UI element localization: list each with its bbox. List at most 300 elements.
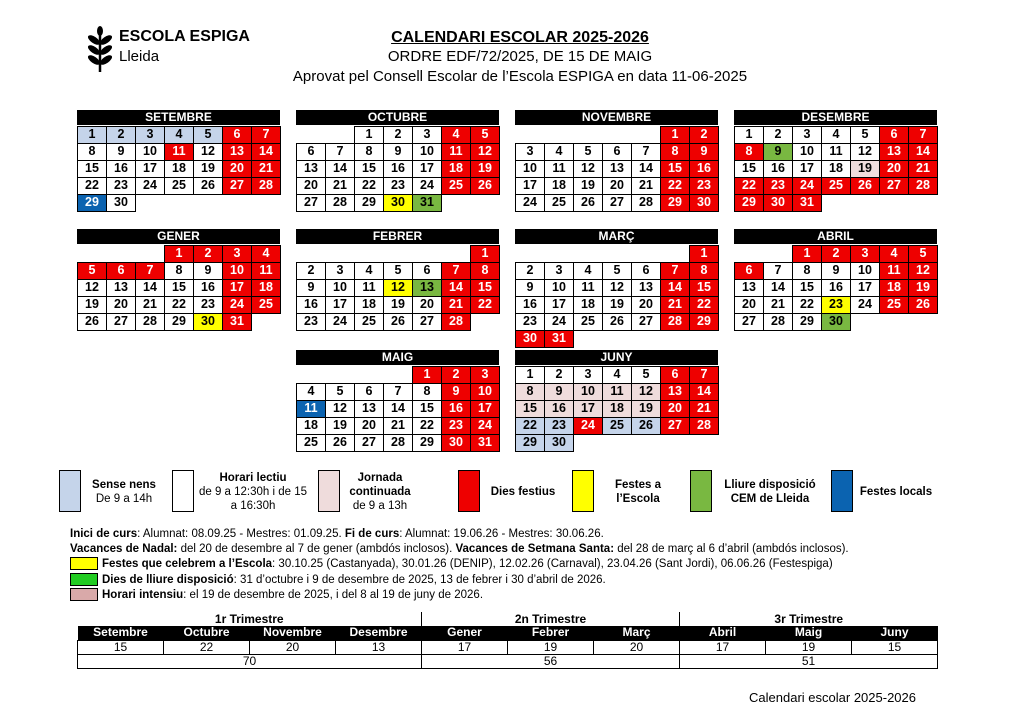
legend-item-dies-festius — [484, 485, 562, 499]
day-cell: 21 — [689, 400, 719, 418]
day-cell: 11 — [441, 143, 471, 161]
day-cell: 2 — [193, 245, 223, 263]
empty-day-cell — [325, 366, 355, 384]
empty-day-cell — [631, 126, 661, 144]
empty-day-cell — [631, 434, 661, 452]
day-cell: 15 — [660, 160, 690, 178]
day-cell: 22 — [164, 296, 194, 314]
day-cell: 14 — [763, 279, 793, 297]
day-cell: 9 — [193, 262, 223, 280]
day-cell: 2 — [441, 366, 471, 384]
day-cell: 3 — [850, 245, 880, 263]
day-cell: 12 — [573, 160, 603, 178]
legend-label: Jornada continuada — [349, 472, 411, 498]
day-cell: 15 — [77, 160, 107, 178]
day-cell: 25 — [441, 177, 471, 195]
day-cell: 11 — [251, 262, 281, 280]
day-cell: 10 — [573, 383, 603, 401]
day-cell: 16 — [383, 160, 413, 178]
month-col: Juny — [852, 626, 938, 640]
legend-sublabel: De 9 a 14h — [95, 493, 153, 505]
day-cell: 29 — [354, 194, 384, 212]
empty-day-cell — [602, 126, 632, 144]
trimester-title: 3r Trimestre — [774, 611, 844, 626]
month-title: FEBRER — [296, 229, 499, 244]
day-cell: 26 — [631, 417, 661, 435]
day-cell: 26 — [77, 313, 107, 331]
day-cell: 21 — [660, 296, 690, 314]
day-cell: 28 — [251, 177, 281, 195]
month-days-grid — [77, 245, 280, 330]
days-value: 22 — [164, 640, 250, 654]
empty-day-cell — [106, 245, 136, 263]
day-cell: 28 — [908, 177, 938, 195]
empty-day-cell — [251, 194, 281, 212]
day-cell: 25 — [164, 177, 194, 195]
day-cell: 6 — [354, 383, 384, 401]
day-cell: 27 — [412, 313, 442, 331]
day-cell: 31 — [222, 313, 252, 331]
day-cell: 23 — [689, 177, 719, 195]
day-cell: 5 — [325, 383, 355, 401]
day-cell: 21 — [763, 296, 793, 314]
day-cell: 4 — [602, 366, 632, 384]
day-cell: 31 — [412, 194, 442, 212]
day-cell: 1 — [412, 366, 442, 384]
day-cell: 17 — [544, 296, 574, 314]
day-cell: 17 — [573, 400, 603, 418]
empty-day-cell — [470, 313, 500, 331]
note-text: : Alumnat: 19.06.26 - Mestres: 30.06.26. — [399, 528, 604, 540]
day-cell: 24 — [325, 313, 355, 331]
month-days-grid — [296, 366, 499, 451]
day-cell: 20 — [602, 177, 632, 195]
empty-day-cell — [631, 245, 661, 263]
days-value: 20 — [594, 640, 680, 654]
day-cell: 31 — [544, 330, 574, 348]
day-cell: 21 — [251, 160, 281, 178]
footer-label: Calendari escolar 2025-2026 — [749, 690, 916, 705]
day-cell: 22 — [412, 417, 442, 435]
day-cell: 28 — [383, 434, 413, 452]
empty-day-cell — [689, 434, 719, 452]
day-cell: 20 — [222, 160, 252, 178]
days-value: 19 — [508, 640, 594, 654]
day-cell: 19 — [470, 160, 500, 178]
month-novembre — [515, 110, 718, 211]
day-cell: 12 — [77, 279, 107, 297]
days-value: 19 — [766, 640, 852, 654]
legend-swatch-sense-nens — [59, 470, 81, 512]
day-cell: 20 — [879, 160, 909, 178]
day-cell: 18 — [296, 417, 326, 435]
legend-swatch-festes-locals — [831, 470, 853, 512]
day-cell: 2 — [763, 126, 793, 144]
day-cell: 28 — [441, 313, 471, 331]
empty-day-cell — [441, 245, 471, 263]
day-cell: 13 — [660, 383, 690, 401]
days-value: 17 — [422, 640, 508, 654]
empty-day-cell — [441, 194, 471, 212]
day-cell: 20 — [412, 296, 442, 314]
month-names-row — [78, 626, 938, 640]
legend-label: Lliure disposició CEM de Lleida — [724, 479, 816, 505]
month-title: GENER — [77, 229, 280, 244]
day-cell: 18 — [821, 160, 851, 178]
day-cell: 23 — [515, 313, 545, 331]
month-days-grid — [734, 126, 937, 211]
note-text: del 28 de març al 6 d’abril (ambdós inclosos). — [614, 542, 849, 555]
note-label: Vacances de Nadal: — [70, 542, 178, 555]
day-cell: 18 — [602, 400, 632, 418]
day-cell: 13 — [296, 160, 326, 178]
month-days-grid — [296, 245, 499, 330]
empty-day-cell — [908, 194, 938, 212]
day-cell: 6 — [602, 143, 632, 161]
month-juny — [515, 350, 718, 451]
note-free-days — [70, 573, 849, 588]
day-cell: 23 — [106, 177, 136, 195]
day-cell: 25 — [821, 177, 851, 195]
day-cell: 15 — [354, 160, 384, 178]
day-cell: 13 — [602, 160, 632, 178]
trimester-total: 51 — [680, 654, 938, 668]
day-cell: 11 — [296, 400, 326, 418]
empty-day-cell — [763, 245, 793, 263]
day-cell: 16 — [689, 160, 719, 178]
day-cell: 29 — [77, 194, 107, 212]
day-cell: 2 — [544, 366, 574, 384]
day-cell: 25 — [354, 313, 384, 331]
day-cell: 9 — [441, 383, 471, 401]
day-cell: 4 — [354, 262, 384, 280]
month-title: MAIG — [296, 350, 499, 365]
day-cell: 16 — [515, 296, 545, 314]
day-cell: 17 — [515, 177, 545, 195]
day-cell: 7 — [251, 126, 281, 144]
trimester-total: 56 — [422, 654, 680, 668]
days-value: 17 — [680, 640, 766, 654]
trimester-header-row — [78, 612, 938, 626]
day-cell: 30 — [763, 194, 793, 212]
day-cell: 18 — [441, 160, 471, 178]
days-value: 20 — [250, 640, 336, 654]
legend-swatch-festes-escola — [572, 470, 594, 512]
day-cell: 19 — [908, 279, 938, 297]
month-days-grid — [515, 126, 718, 211]
day-cell: 17 — [325, 296, 355, 314]
month-title: OCTUBRE — [296, 110, 499, 125]
day-cell: 6 — [660, 366, 690, 384]
day-cell: 22 — [77, 177, 107, 195]
day-cell: 26 — [383, 313, 413, 331]
day-cell: 16 — [296, 296, 326, 314]
note-text: : Alumnat: 08.09.25 - Mestres: 01.09.25. — [137, 528, 342, 540]
day-cell: 27 — [660, 417, 690, 435]
trimester-total: 70 — [78, 654, 422, 668]
day-cell: 15 — [792, 279, 822, 297]
day-cell: 3 — [515, 143, 545, 161]
day-cell: 5 — [850, 126, 880, 144]
day-cell: 7 — [689, 366, 719, 384]
day-cell: 14 — [631, 160, 661, 178]
legend-swatch-dies-festius — [458, 470, 480, 512]
trimester-title: 1r Trimestre — [78, 612, 422, 626]
day-cell: 5 — [193, 126, 223, 144]
month-col: Desembre — [336, 626, 422, 640]
day-cell: 24 — [792, 177, 822, 195]
day-cell: 25 — [602, 417, 632, 435]
day-cell: 29 — [412, 434, 442, 452]
day-cell: 17 — [470, 400, 500, 418]
empty-day-cell — [602, 245, 632, 263]
day-cell: 23 — [763, 177, 793, 195]
day-cell: 1 — [515, 366, 545, 384]
day-cell: 7 — [631, 143, 661, 161]
day-cell: 3 — [325, 262, 355, 280]
day-cell: 10 — [515, 160, 545, 178]
day-cell: 8 — [164, 262, 194, 280]
month-marc — [515, 229, 718, 347]
day-cell: 5 — [573, 143, 603, 161]
legend-label: Sense nens — [92, 479, 156, 491]
days-value: 15 — [852, 640, 938, 654]
day-cell: 2 — [296, 262, 326, 280]
day-cell: 7 — [660, 262, 690, 280]
day-cell: 21 — [383, 417, 413, 435]
school-name: ESCOLA ESPIGA — [119, 28, 250, 45]
page-title: CALENDARI ESCOLAR 2025-2026 — [391, 29, 649, 46]
empty-day-cell — [325, 126, 355, 144]
note-label: Horari intensiu — [102, 589, 184, 601]
day-cell: 20 — [631, 296, 661, 314]
note-text: del 20 de desembre al 7 de gener (ambdós inclosos). — [177, 542, 453, 555]
note-course-dates — [70, 527, 849, 542]
day-cell: 1 — [470, 245, 500, 263]
note-swatch-yellow — [70, 557, 98, 570]
day-cell: 7 — [441, 262, 471, 280]
day-cell: 14 — [660, 279, 690, 297]
day-cell: 11 — [354, 279, 384, 297]
empty-day-cell — [296, 245, 326, 263]
day-cell: 6 — [296, 143, 326, 161]
day-cell: 10 — [544, 279, 574, 297]
day-cell: 17 — [135, 160, 165, 178]
trimester-title: 2n Trimestre — [422, 612, 680, 626]
day-cell: 30 — [689, 194, 719, 212]
day-cell: 13 — [354, 400, 384, 418]
day-cell: 17 — [792, 160, 822, 178]
day-cell: 16 — [763, 160, 793, 178]
month-days-row — [78, 640, 938, 654]
day-cell: 4 — [879, 245, 909, 263]
day-cell: 29 — [734, 194, 764, 212]
legend-item-lliure-disposicio — [716, 478, 824, 506]
day-cell: 7 — [763, 262, 793, 280]
day-cell: 12 — [850, 143, 880, 161]
month-col: Maig — [766, 626, 852, 640]
day-cell: 23 — [544, 417, 574, 435]
day-cell: 10 — [412, 143, 442, 161]
day-cell: 28 — [135, 313, 165, 331]
approval-note: Aprovat pel Consell Escolar de l’Escola ESPIGA en data 11-06-2025 — [292, 68, 748, 85]
month-days-grid — [296, 126, 499, 211]
day-cell: 30 — [544, 434, 574, 452]
day-cell: 11 — [164, 143, 194, 161]
month-col: Novembre — [250, 626, 336, 640]
empty-day-cell — [193, 194, 223, 212]
day-cell: 6 — [879, 126, 909, 144]
order-reference: ORDRE EDF/72/2025, DE 15 DE MAIG — [387, 48, 653, 65]
day-cell: 10 — [222, 262, 252, 280]
empty-day-cell — [544, 126, 574, 144]
day-cell: 19 — [631, 400, 661, 418]
day-cell: 17 — [412, 160, 442, 178]
day-cell: 14 — [325, 160, 355, 178]
note-label: Dies de lliure disposició — [102, 573, 234, 586]
day-cell: 26 — [325, 434, 355, 452]
empty-day-cell — [354, 366, 384, 384]
day-cell: 23 — [193, 296, 223, 314]
wheat-logo-icon — [86, 26, 114, 72]
day-cell: 28 — [631, 194, 661, 212]
day-cell: 30 — [515, 330, 545, 348]
legend-item-festes-locals — [855, 485, 937, 499]
day-cell: 13 — [879, 143, 909, 161]
day-cell: 28 — [660, 313, 690, 331]
month-octubre — [296, 110, 499, 211]
day-cell: 18 — [879, 279, 909, 297]
day-cell: 13 — [222, 143, 252, 161]
day-cell: 22 — [354, 177, 384, 195]
day-cell: 29 — [689, 313, 719, 331]
note-text: : el 19 de desembre de 2025, i del 8 al 19 de juny de 2026. — [183, 589, 484, 601]
empty-day-cell — [602, 330, 632, 348]
empty-day-cell — [515, 126, 545, 144]
empty-day-cell — [354, 245, 384, 263]
day-cell: 18 — [544, 177, 574, 195]
day-cell: 28 — [325, 194, 355, 212]
note-text: : 30.10.25 (Castanyada), 30.01.26 (DENIP), 12.02.26 (Carnaval), 23.04.26 (Sant Jordi), 06.06.26 (Festespiga) — [272, 558, 833, 570]
legend-label: Festes a l’Escola — [614, 479, 662, 505]
day-cell: 13 — [412, 279, 442, 297]
day-cell: 23 — [821, 296, 851, 314]
note-text: : 31 d’octubre i 9 de desembre de 2025, 13 de febrer i 30 d’abril de 2026. — [233, 573, 606, 586]
day-cell: 1 — [164, 245, 194, 263]
day-cell: 10 — [470, 383, 500, 401]
day-cell: 3 — [222, 245, 252, 263]
month-col: Febrer — [508, 626, 594, 640]
day-cell: 27 — [734, 313, 764, 331]
day-cell: 12 — [908, 262, 938, 280]
day-cell: 27 — [222, 177, 252, 195]
day-cell: 9 — [296, 279, 326, 297]
day-cell: 7 — [908, 126, 938, 144]
day-cell: 18 — [354, 296, 384, 314]
day-cell: 30 — [441, 434, 471, 452]
day-cell: 10 — [850, 262, 880, 280]
day-cell: 22 — [734, 177, 764, 195]
day-cell: 7 — [135, 262, 165, 280]
month-days-grid — [515, 245, 718, 347]
day-cell: 5 — [383, 262, 413, 280]
day-cell: 22 — [515, 417, 545, 435]
empty-day-cell — [515, 245, 545, 263]
note-label: Inici de curs — [70, 528, 138, 540]
day-cell: 29 — [164, 313, 194, 331]
empty-day-cell — [77, 245, 107, 263]
day-cell: 13 — [106, 279, 136, 297]
day-cell: 19 — [325, 417, 355, 435]
day-cell: 28 — [689, 417, 719, 435]
month-title: JUNY — [515, 350, 718, 365]
day-cell: 14 — [689, 383, 719, 401]
day-cell: 8 — [660, 143, 690, 161]
day-cell: 24 — [850, 296, 880, 314]
day-cell: 7 — [383, 383, 413, 401]
empty-day-cell — [470, 194, 500, 212]
legend-swatch-lliure-disposicio — [690, 470, 712, 512]
day-cell: 22 — [689, 296, 719, 314]
day-cell: 1 — [792, 245, 822, 263]
day-cell: 2 — [383, 126, 413, 144]
legend-swatch-jornada-continuada — [318, 470, 340, 512]
empty-day-cell — [251, 313, 281, 331]
day-cell: 31 — [470, 434, 500, 452]
day-cell: 30 — [193, 313, 223, 331]
day-cell: 9 — [821, 262, 851, 280]
day-cell: 3 — [412, 126, 442, 144]
empty-day-cell — [296, 366, 326, 384]
day-cell: 13 — [734, 279, 764, 297]
month-title: DESEMBRE — [734, 110, 937, 125]
day-cell: 18 — [164, 160, 194, 178]
day-cell: 24 — [573, 417, 603, 435]
day-cell: 24 — [515, 194, 545, 212]
day-cell: 20 — [354, 417, 384, 435]
day-cell: 1 — [354, 126, 384, 144]
day-cell: 1 — [660, 126, 690, 144]
empty-day-cell — [908, 313, 938, 331]
empty-day-cell — [850, 313, 880, 331]
day-cell: 4 — [296, 383, 326, 401]
day-cell: 5 — [631, 366, 661, 384]
day-cell: 12 — [193, 143, 223, 161]
day-cell: 26 — [573, 194, 603, 212]
empty-day-cell — [544, 245, 574, 263]
empty-day-cell — [660, 434, 690, 452]
day-cell: 31 — [792, 194, 822, 212]
note-holidays — [70, 542, 849, 557]
legend-item-horari-lectiu — [198, 471, 308, 513]
empty-day-cell — [325, 245, 355, 263]
day-cell: 9 — [106, 143, 136, 161]
day-cell: 12 — [383, 279, 413, 297]
day-cell: 3 — [470, 366, 500, 384]
day-cell: 30 — [383, 194, 413, 212]
day-cell: 14 — [135, 279, 165, 297]
day-cell: 16 — [821, 279, 851, 297]
day-cell: 14 — [908, 143, 938, 161]
day-cell: 22 — [660, 177, 690, 195]
month-gener — [77, 229, 280, 330]
day-cell: 26 — [850, 177, 880, 195]
trimester-total-row — [78, 654, 938, 668]
day-cell: 6 — [106, 262, 136, 280]
day-cell: 29 — [660, 194, 690, 212]
empty-day-cell — [573, 245, 603, 263]
day-cell: 25 — [879, 296, 909, 314]
